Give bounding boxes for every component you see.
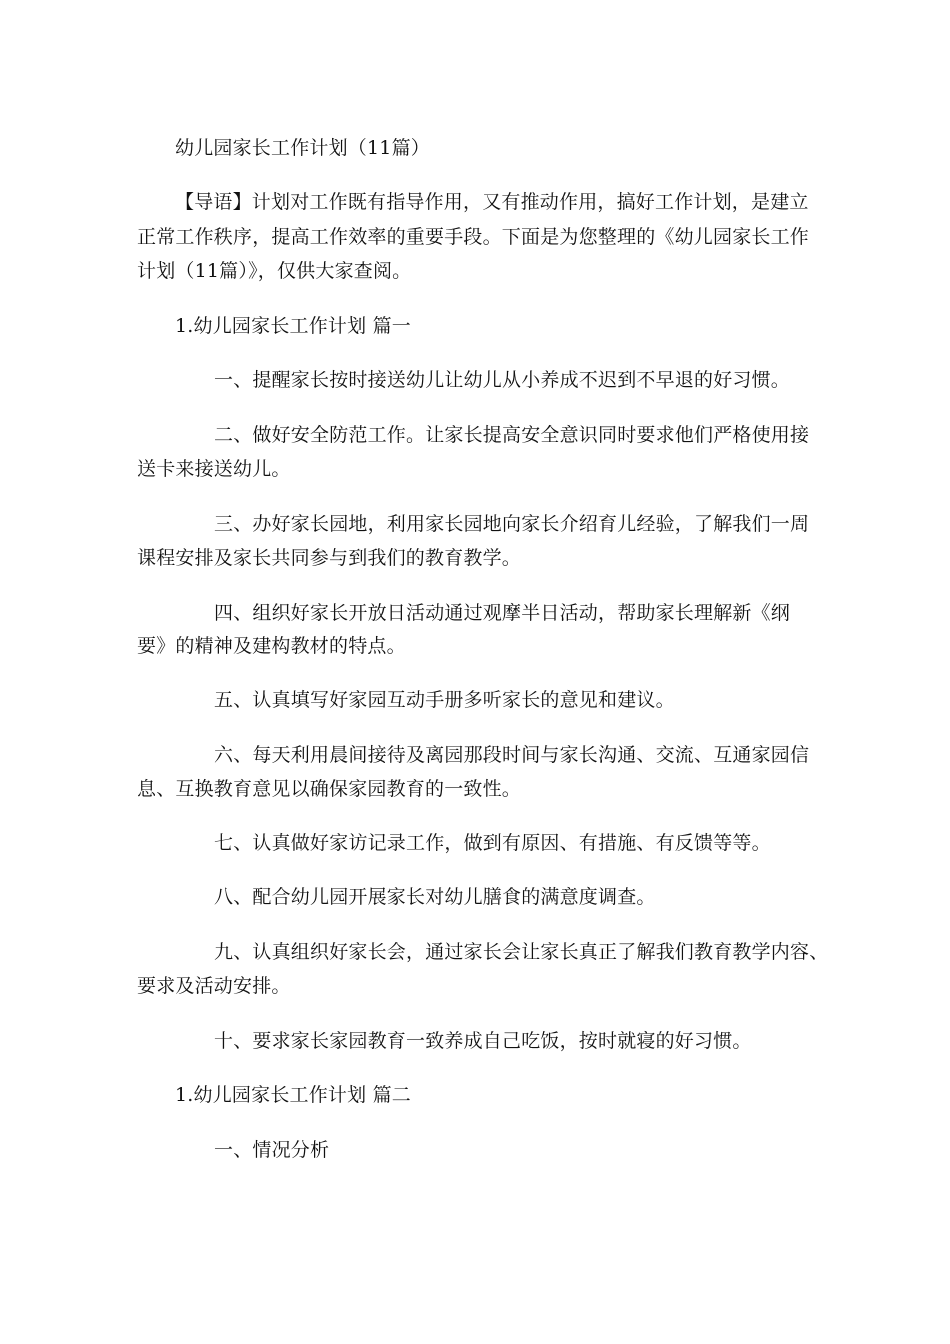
section1-item-5: 五、认真填写好家园互动手册多听家长的意见和建议。 [214, 689, 675, 711]
section1-item-1: 一、提醒家长按时接送幼儿让幼儿从小养成不迟到不早退的好习惯。 [214, 369, 791, 391]
section1-item-9-line-1: 九、认真组织好家长会，通过家长会让家长真正了解我们教育教学内容、 [214, 941, 829, 963]
section1-item-9-line-2: 要求及活动安排。 [137, 975, 291, 997]
section1-item-6-line-1: 六、每天利用晨间接待及离园那段时间与家长沟通、交流、互通家园信 [214, 744, 810, 766]
section1-item-4-line-2: 要》的精神及建构教材的特点。 [137, 635, 406, 657]
section1-item-3-line-1: 三、办好家长园地，利用家长园地向家长介绍育儿经验，了解我们一周 [214, 513, 810, 535]
section1-item-8: 八、配合幼儿园开展家长对幼儿膳食的满意度调查。 [214, 886, 656, 908]
section1-item-6-line-2: 息、互换教育意见以确保家园教育的一致性。 [137, 778, 522, 800]
section1-item-10: 十、要求家长家园教育一致养成自己吃饭，按时就寝的好习惯。 [214, 1030, 752, 1052]
section1-item-2-line-1: 二、做好安全防范工作。让家长提高安全意识同时要求他们严格使用接 [214, 424, 810, 446]
section2-item-1: 一、情况分析 [214, 1139, 330, 1161]
section-heading-2: 1.幼儿园家长工作计划 篇二 [175, 1084, 411, 1106]
intro-line-1: 【导语】计划对工作既有指导作用，又有推动作用，搞好工作计划，是建立 [175, 191, 809, 213]
document-title: 幼儿园家长工作计划（11篇） [175, 137, 430, 159]
section1-item-3-line-2: 课程安排及家长共同参与到我们的教育教学。 [137, 547, 522, 569]
section1-item-2-line-2: 送卡来接送幼儿。 [137, 458, 291, 480]
intro-line-2: 正常工作秩序，提高工作效率的重要手段。下面是为您整理的《幼儿园家长工作 [137, 226, 810, 248]
section1-item-7: 七、认真做好家访记录工作，做到有原因、有措施、有反馈等等。 [214, 832, 771, 854]
section-heading-1: 1.幼儿园家长工作计划 篇一 [175, 315, 411, 337]
section1-item-4-line-1: 四、组织好家长开放日活动通过观摩半日活动，帮助家长理解新《纲 [214, 602, 791, 624]
intro-line-3: 计划（11篇）》，仅供大家查阅。 [137, 260, 412, 282]
